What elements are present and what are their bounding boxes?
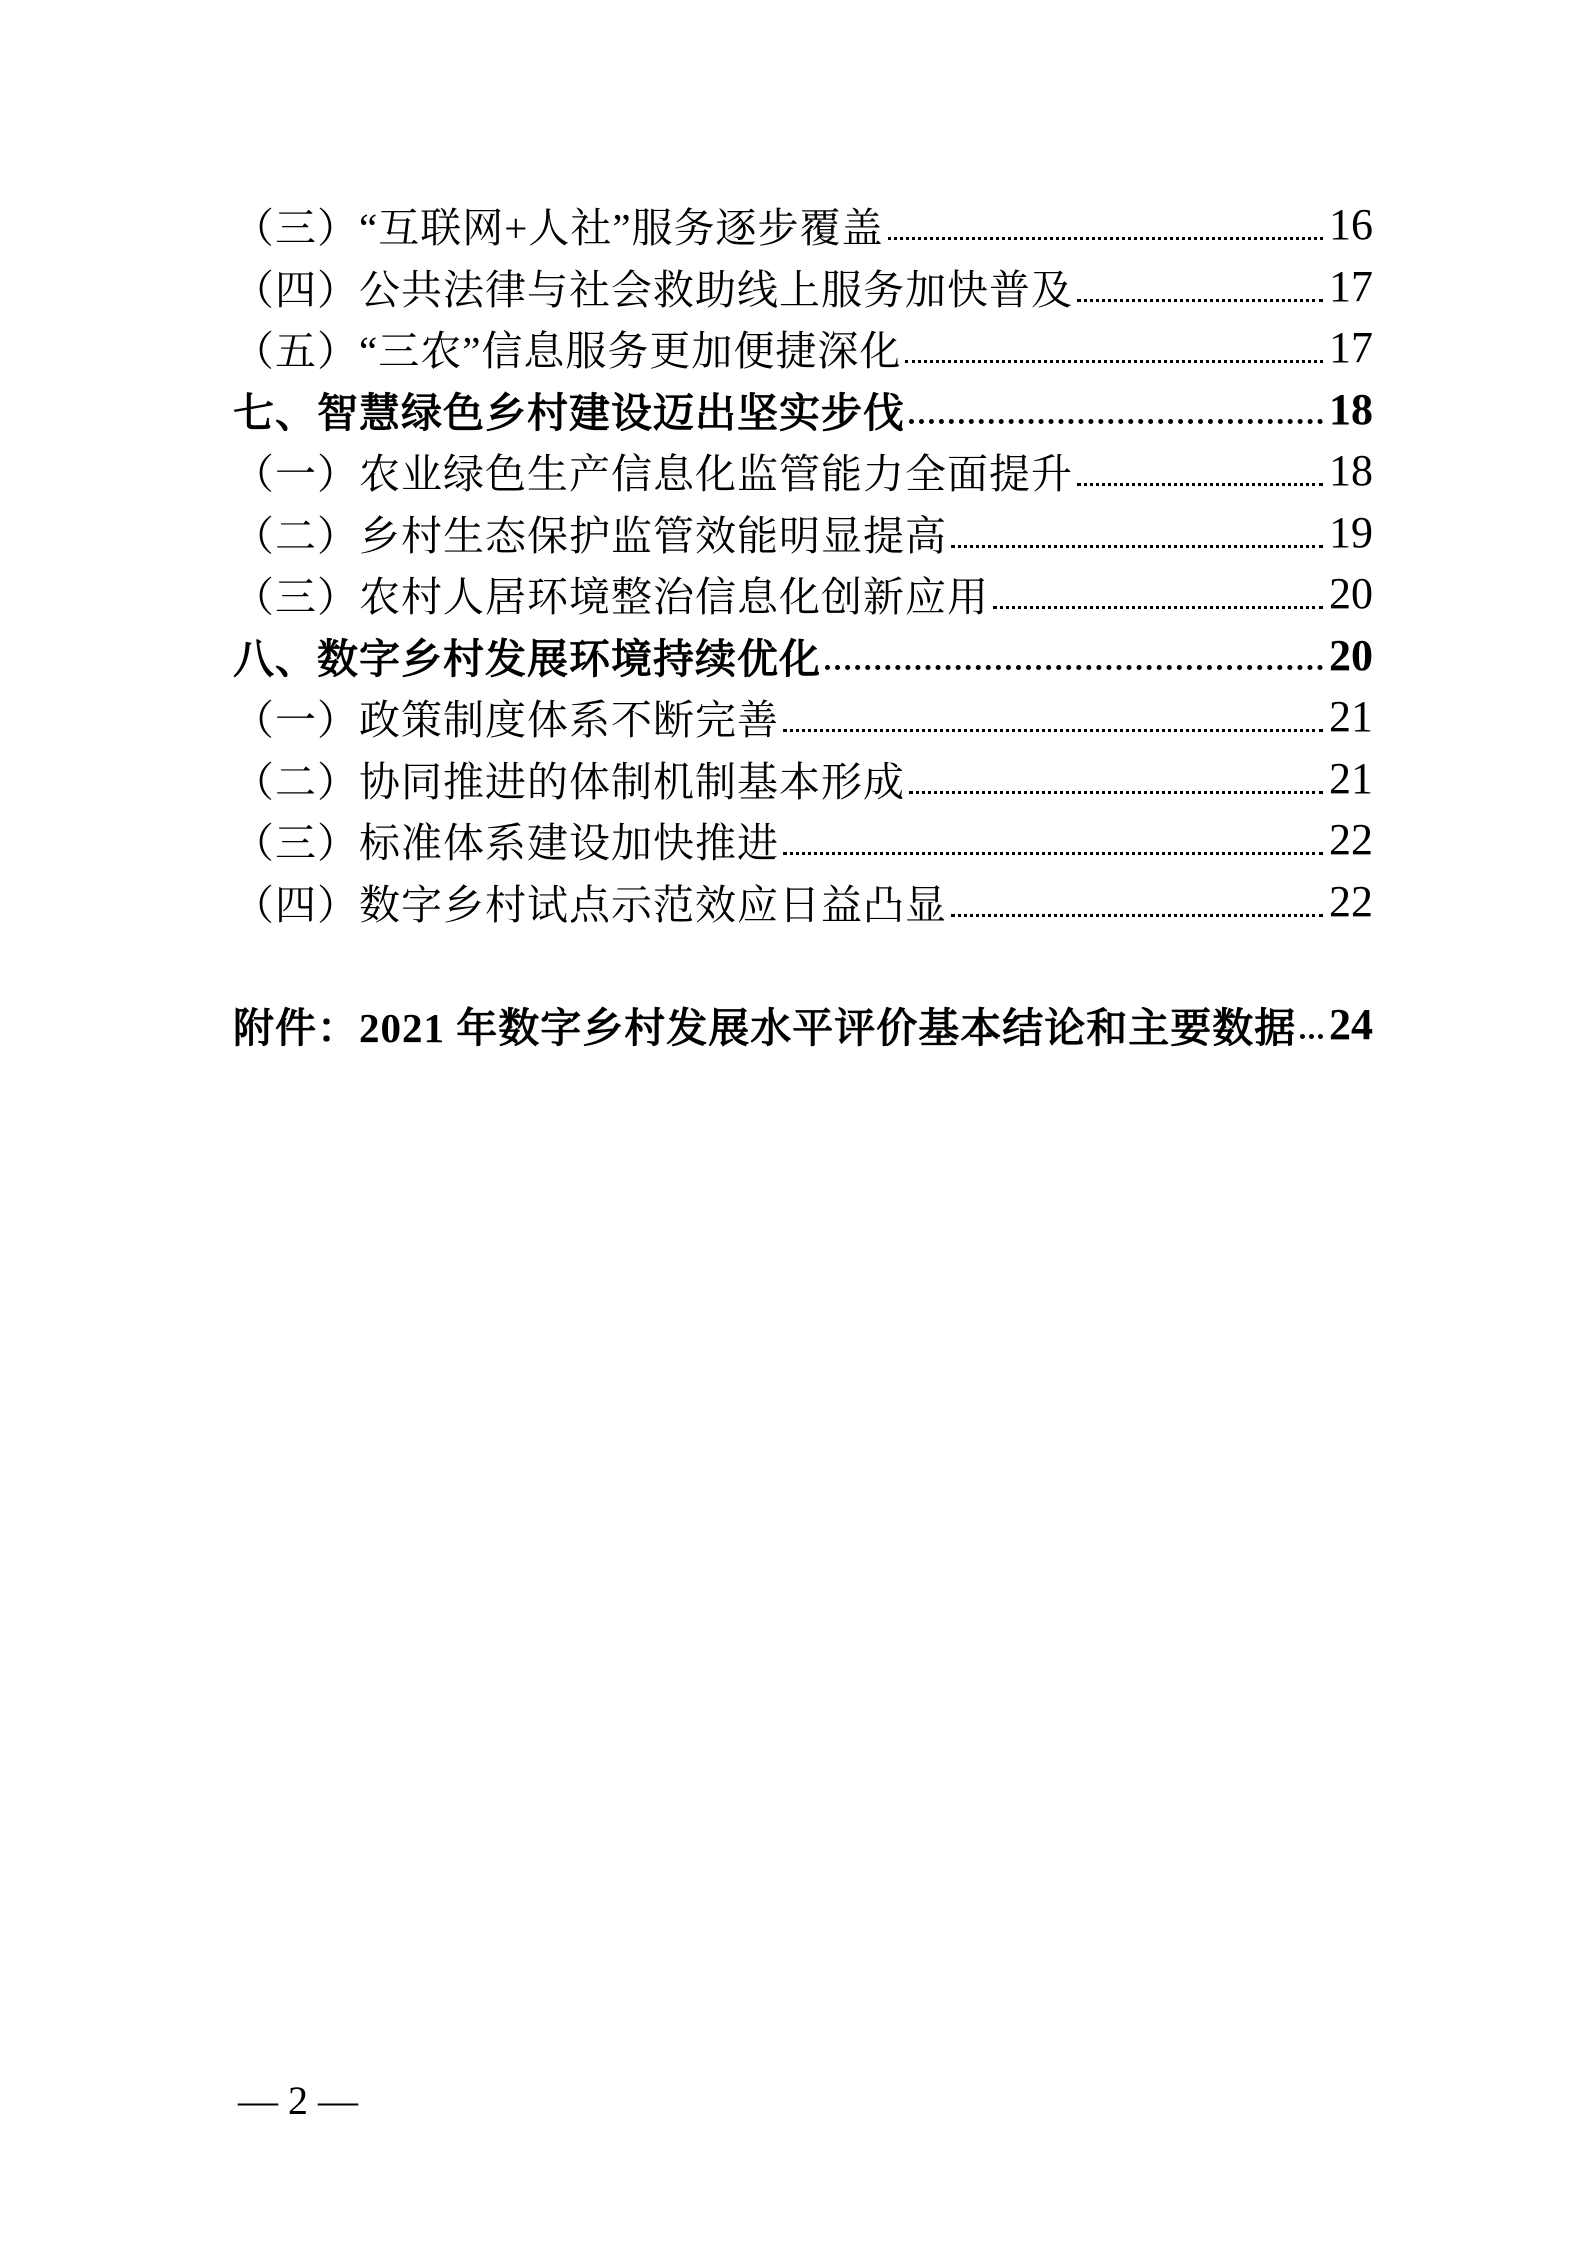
toc-entry[interactable] (233, 256, 1373, 318)
toc-entry-page: 22 (1329, 815, 1373, 865)
toc-entry-label: 附件：2021 年数字乡村发展水平评价基本结论和主要数据 (233, 1005, 1297, 1052)
toc-entry-page: 18 (1329, 384, 1373, 434)
toc-entry[interactable] (233, 748, 1373, 810)
toc-entry[interactable] (233, 563, 1373, 625)
toc-entry-label: （三）标准体系建设加快推进 (233, 820, 779, 867)
dot-leader (783, 852, 1323, 855)
dot-leader (951, 914, 1323, 917)
toc-entry[interactable] (233, 809, 1373, 871)
toc-attachment-entry[interactable] (233, 994, 1373, 1056)
toc-entry[interactable] (233, 871, 1373, 933)
toc-entry-label: （二）乡村生态保护监管效能明显提高 (233, 512, 947, 559)
toc-entry-page: 20 (1329, 569, 1373, 619)
toc-entry-page: 16 (1329, 200, 1373, 250)
toc-entry[interactable] (233, 317, 1373, 379)
dot-leader (993, 606, 1323, 609)
toc-entry[interactable] (233, 502, 1373, 564)
toc-entry-page: 24 (1329, 1000, 1373, 1050)
toc-entry-label: （三）农村人居环境整治信息化创新应用 (233, 574, 989, 621)
dot-leader (1077, 483, 1323, 486)
toc-entry-page: 21 (1329, 692, 1373, 742)
dot-leader (905, 360, 1323, 363)
toc-entry-label: （四）数字乡村试点示范效应日益凸显 (233, 881, 947, 928)
dot-leader (1300, 1034, 1323, 1039)
dot-leader (909, 791, 1323, 794)
dot-leader (951, 545, 1323, 548)
page-footer: — 2 — (238, 2078, 358, 2123)
dot-leader (783, 729, 1323, 732)
toc-entry[interactable] (233, 440, 1373, 502)
toc-entry-label: （二）协同推进的体制机制基本形成 (233, 758, 905, 805)
toc-entry-page: 17 (1329, 261, 1373, 311)
toc-entry-label: 八、数字乡村发展环境持续优化 (233, 635, 821, 682)
toc-entry-label: （一）农业绿色生产信息化监管能力全面提升 (233, 451, 1073, 498)
toc-entry-label: 七、智慧绿色乡村建设迈出坚实步伐 (233, 389, 905, 436)
dot-leader (888, 237, 1323, 240)
toc-entry-label: （一）政策制度体系不断完善 (233, 697, 779, 744)
toc-entry[interactable] (233, 686, 1373, 748)
toc-entry-page: 18 (1329, 446, 1373, 496)
dot-leader (825, 665, 1323, 670)
toc-entry-page: 22 (1329, 876, 1373, 926)
toc-entry-label: （三）“互联网+人社”服务逐步覆盖 (233, 205, 884, 252)
toc-entry-page: 19 (1329, 507, 1373, 557)
toc-entry[interactable] (233, 379, 1373, 441)
toc-entry-label: （四）公共法律与社会救助线上服务加快普及 (233, 266, 1073, 313)
toc-entry-page: 21 (1329, 753, 1373, 803)
toc-entry-page: 20 (1329, 630, 1373, 680)
toc-list (233, 194, 1373, 1056)
toc-entry[interactable] (233, 625, 1373, 687)
dot-leader (1077, 299, 1323, 302)
dot-leader (909, 419, 1323, 424)
toc-entry-label: （五）“三农”信息服务更加便捷深化 (233, 328, 902, 375)
toc-entry-page: 17 (1329, 323, 1373, 373)
toc-entry[interactable] (233, 194, 1373, 256)
